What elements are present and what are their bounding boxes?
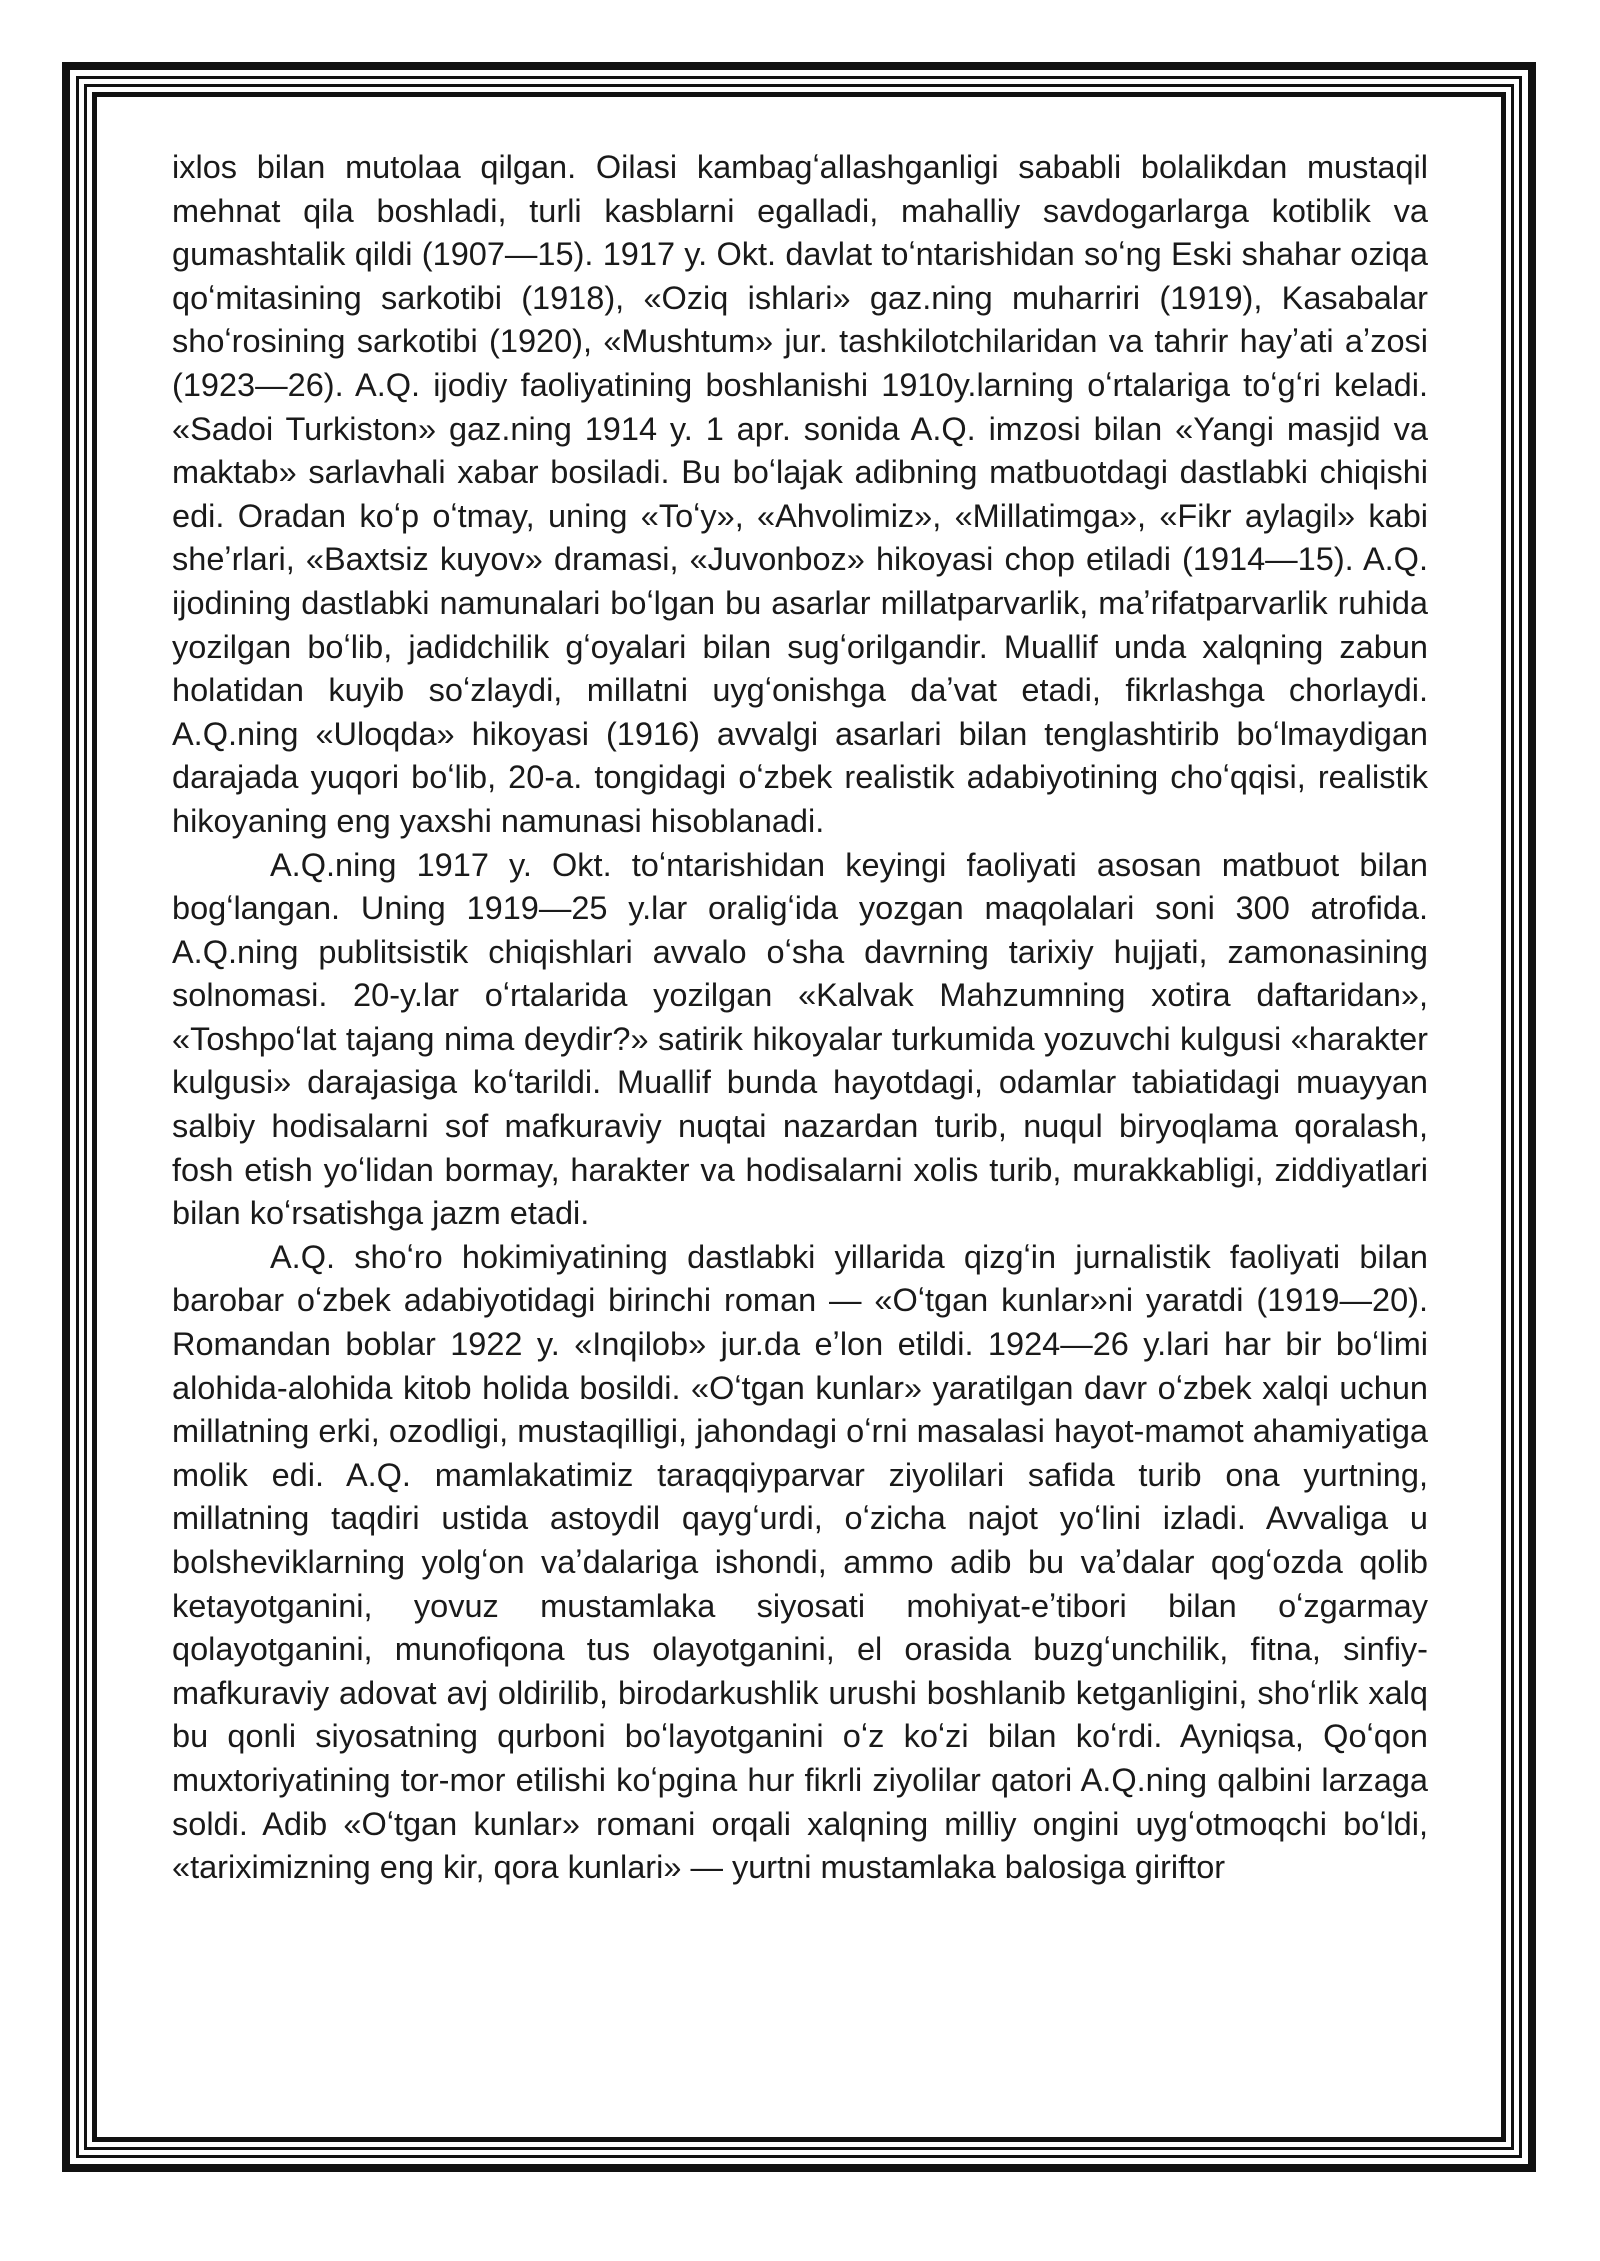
paragraph-2: A.Q.ning 1917 y. Okt. toʻntarishidan keyingi faoliyati asosan matbuot bilan bogʻlangan. Uning 1919—25 y.lar oraligʻida yozgan maqolalari soni 300 atrofida. A.Q.ning publitsistik chiqishlari avvalo oʻsha davrning tarixiy hujjati, zamonasining solnomasi. 20-y.lar oʻrtalarida yozilgan «Kalvak Mahzumning xotira daftaridan», «Toshpoʻlat tajang nima deydir?» satirik hikoyalar turkumida yozuvchi kulgusi «harakter kulgusi» darajasiga koʻtarildi. Muallif bunda hayotdagi, odamlar tabiatidagi muayyan salbiy hodisalarni sof mafkuraviy nuqtai nazardan turib, nuqul biryoqlama qoralash, fosh etish yoʻlidan bormay, harakter va hodisalarni xolis turib, murakkabligi, ziddiyatlari bilan koʻrsatishga jazm etadi. xyxy=(172,846,1428,1232)
paragraph-3: A.Q. shoʻro hokimiyatining dastlabki yillarida qizgʻin jurnalistik faoliyati bilan barobar oʻzbek adabiyotidagi birinchi roman — «Oʻtgan kunlar»ni yaratdi (1919—20). Romandan boblar 1922 y. «Inqilob» jur.da eʼlon etildi. 1924—26 y.lari har bir boʻlimi alohida-alohida kitob holida bosildi. «Oʻtgan kunlar» yaratilgan davr oʻzbek xalqi uchun millatning erki, ozodligi, mustaqilligi, jahondagi oʻrni masalasi hayot-mamot ahamiyatiga molik edi. A.Q. mamlakatimiz taraqqiyparvar ziyolilari safida turib ona yurtning, millatning taqdiri ustida astoydil qaygʻurdi, oʻzicha najot yoʻlini izladi. Avvaliga u bolsheviklarning yolgʻon vaʼdalariga ishondi, ammo adib bu vaʼdalar qogʻozda qolib ketayotganini, yovuz mustamlaka siyosati mohiyat-eʼtibori bilan oʻzgarmay qolayotganini, munofiqona tus olayotganini, el orasida buzgʻunchilik, fitna, sinfiy-mafkuraviy adovat avj oldirilib, birodarkushlik urushi boshlanib ketganligini, shoʻrlik xalq bu qonli siyosatning qurboni boʻlayotganini oʻz koʻzi bilan koʻrdi. Ayniqsa, Qoʻqon muxtoriyatining tor-mor etilishi koʻpgina hur fikrli ziyolilar qatori A.Q.ning qalbini larzaga soldi. Adib «Oʻtgan kunlar» romani orqali xalqning milliy ongini uygʻotmoqchi boʻldi, «tariximizning eng kir, qora kunlari» — yurtni mustamlaka balosiga giriftor xyxy=(172,1238,1428,1886)
article-body xyxy=(172,146,1428,1890)
paragraph-1: ixlos bilan mutolaa qilgan. Oilasi kambagʻallashganligi sababli bolalikdan mustaqil mehnat qila boshladi, turli kasblarni egalladi, mahalliy savdogarlarga kotiblik va gumashtalik qildi (1907—15). 1917 y. Okt. davlat toʻntarishidan soʻng Eski shahar oziqa qoʻmitasining sarkotibi (1918), «Oziq ishlari» gaz.ning muharriri (1919), Kasabalar shoʻrosining sarkotibi (1920), «Mushtum» jur. tashkilotchilaridan va tahrir hayʼati aʼzosi (1923—26). A.Q. ijodiy faoliyatining boshlanishi 1910y.larning oʻrtalariga toʻgʻri keladi. «Sadoi Turkiston» gaz.ning 1914 y. 1 apr. sonida A.Q. imzosi bilan «Yangi masjid va maktab» sarlavhali xabar bosiladi. Bu boʻlajak adibning matbuotdagi dastlabki chiqishi edi. Oradan koʻp oʻtmay, uning «Toʻy», «Ahvolimiz», «Millatimga», «Fikr aylagil» kabi sheʼrlari, «Baxtsiz kuyov» dramasi, «Juvonboz» hikoyasi chop etiladi (1914—15). A.Q. ijodining dastlabki namunalari boʻlgan bu asarlar millatparvarlik, maʼrifatparvarlik ruhida yozilgan boʻlib, jadidchilik gʻoyalari bilan sugʻorilgandir. Muallif unda xalqning zabun holatidan kuyib soʻzlaydi, millatni uygʻonishga daʼvat etadi, fikrlashga chorlaydi. A.Q.ning «Uloqda» hikoyasi (1916) avvalgi asarlari bilan tenglashtirib boʻlmaydigan darajada yuqori boʻlib, 20-a. tongidagi oʻzbek realistik adabiyotining choʻqqisi, realistik hikoyaning eng yaxshi namunasi hisoblanadi. xyxy=(172,149,1428,839)
